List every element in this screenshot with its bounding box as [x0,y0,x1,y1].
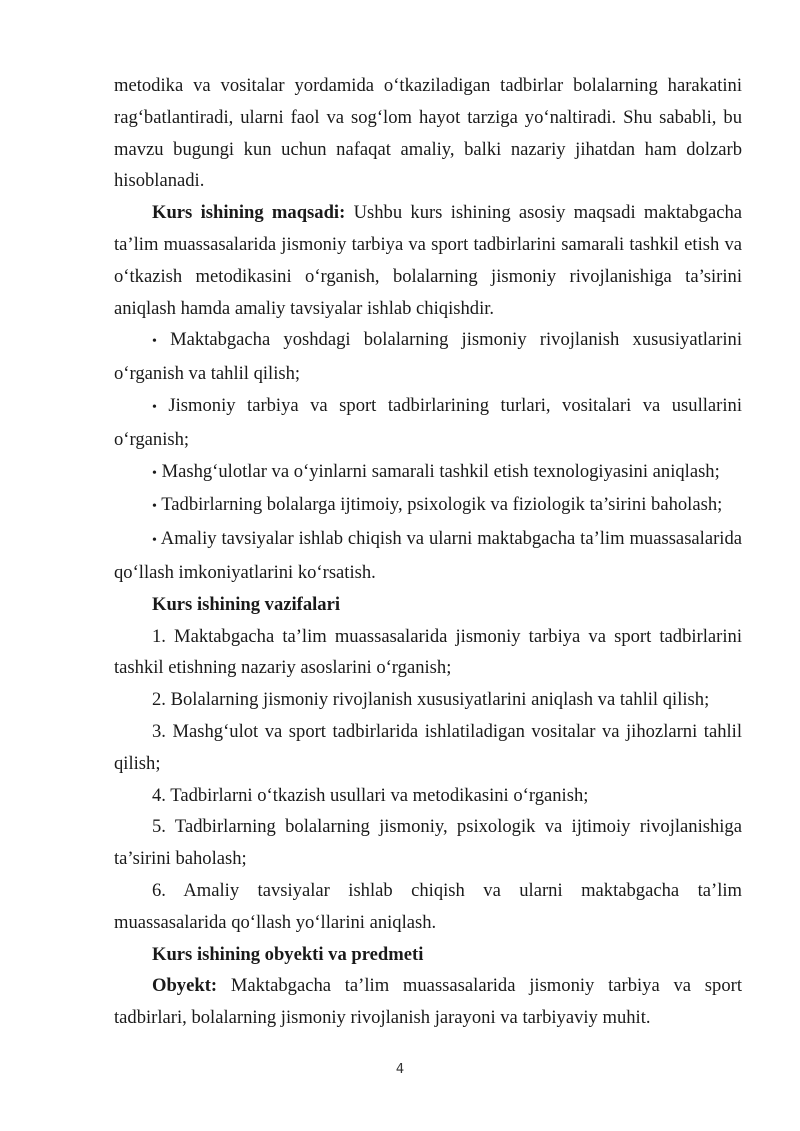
task-item: 3. Mashg‘ulot va sport tadbirlarida ishlatiladigan vositalar va jihozlarni tahlil qilish; [114,720,742,774]
bullet-text: Amaliy tavsiyalar ishlab chiqish va ularni maktabgacha ta’lim muassasalarida qo‘llash imkoniyatlarini ko‘rsatish. [114,528,743,583]
task-item: 5. Tadbirlarning bolalarning jismoniy, psixologik va ijtimoiy rivojlanishiga ta’sirini baholash; [114,816,742,870]
bullet-item [114,324,742,390]
bullet-item [114,390,742,456]
object-text: Maktabgacha ta’lim muassasalarida jismoniy tarbiya va sport tadbirlari, bolalarning jismoniy rivojlanish jarayoni va tarbiyaviy muhit. [114,975,742,1029]
bullet-icon: • [152,465,157,481]
task-item: 6. Amaliy tavsiyalar ishlab chiqish va ularni maktabgacha ta’lim muassasalarida qo‘llash yo‘llarini aniqlash. [114,879,742,933]
intro-paragraph: metodika va vositalar yordamida o‘tkaziladigan tadbirlar bolalarning harakatini rag‘batlantiradi, ularni faol va sog‘lom hayot tarziga yo‘naltiradi. Shu sababli, bu mavzu bugungi kun uchun nafaqat amaliy, balki nazariy jihatdan ham dolzarb hisoblanadi. [114,75,742,192]
bullet-text: Mashg‘ulotlar va o‘yinlarni samarali tashkil etish texnologiyasini aniqlash; [161,460,720,482]
page-number: 4 [395,1062,405,1077]
tasks-heading: Kurs ishining vazifalari [152,593,341,615]
bullet-item [114,456,742,490]
bullet-text: Maktabgacha yoshdagi bolalarning jismoniy rivojlanish xususiyatlarini o‘rganish va tahlil qilish; [114,329,742,385]
bullet-icon: • [152,334,157,350]
object-heading: Kurs ishining obyekti va predmeti [152,943,424,965]
object-label: Obyekt: [152,975,218,997]
bullet-icon: • [152,499,157,515]
task-item: 4. Tadbirlarni o‘tkazish usullari va metodikasini o‘rganish; [152,784,589,806]
goal-label: Kurs ishining maqsadi: [152,202,346,224]
task-item: 1. Maktabgacha ta’lim muassasalarida jismoniy tarbiya va sport tadbirlarini tashkil etishning nazariy asoslarini o‘rganish; [114,625,742,679]
bullet-icon: • [152,399,157,415]
goal-paragraph [114,197,742,324]
bullet-item [114,523,742,589]
bullet-text: Tadbirlarning bolalarga ijtimoiy, psixologik va fiziologik ta’sirini baholash; [161,494,723,516]
object-paragraph [114,970,742,1034]
goal-text: Ushbu kurs ishining asosiy maqsadi maktabgacha ta’lim muassasalarida jismoniy tarbiya va sport tadbirlarini samarali tashkil etish va o‘tkazish metodikasini o‘rganish, bolalarning jismoniy rivojlanishiga ta’sirini aniqlash hamda amaliy tavsiyalar ishlab chiqishdir. [114,202,742,319]
bullet-item [114,489,742,523]
bullet-text: Jismoniy tarbiya va sport tadbirlarining turlari, vositalari va usullarini o‘rganish; [114,394,742,450]
task-item: 2. Bolalarning jismoniy rivojlanish xususiyatlarini aniqlash va tahlil qilish; [152,689,710,711]
page-content [114,70,742,1034]
bullet-icon: • [152,533,157,549]
